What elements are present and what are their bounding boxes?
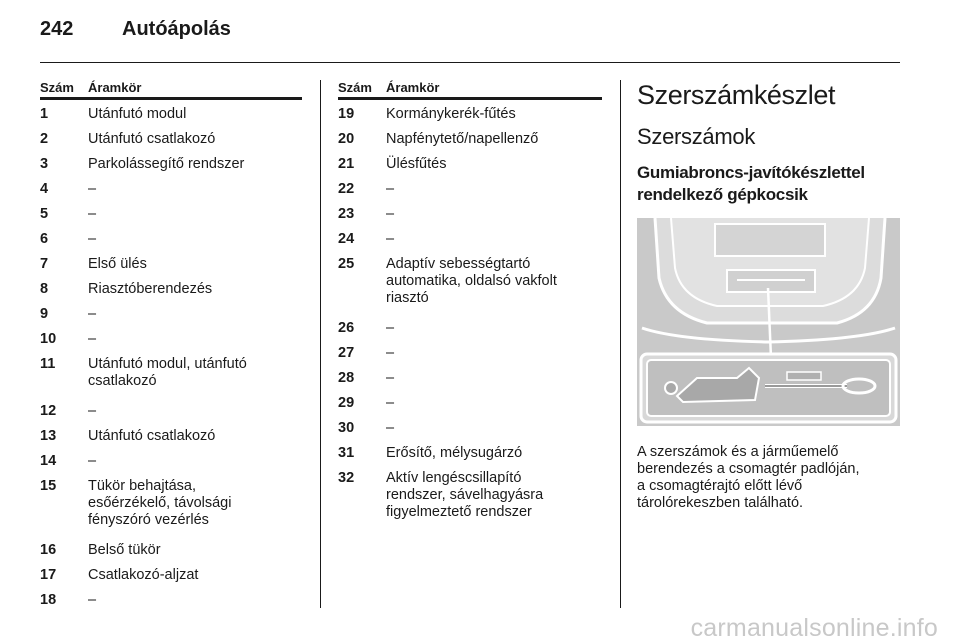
tool-kit-section <box>637 80 900 512</box>
row-number: 24 <box>338 231 355 247</box>
table-row <box>338 414 602 439</box>
row-circuit: Adaptív sebességtartó automatika, oldalsó vakfolt riasztó <box>386 256 557 306</box>
table-row <box>338 339 602 364</box>
table-row <box>338 175 602 200</box>
row-number: 15 <box>40 478 57 494</box>
table-row <box>40 100 302 125</box>
table-row <box>40 175 302 200</box>
table-row <box>40 422 302 447</box>
row-circuit: Utánfutó modul <box>88 106 187 122</box>
col-header-circuit: Áramkör <box>386 80 440 95</box>
table-header <box>338 80 602 100</box>
row-circuit: Utánfutó csatlakozó <box>88 428 216 444</box>
table-row <box>338 464 602 528</box>
table-row <box>338 439 602 464</box>
row-circuit: Ülésfűtés <box>386 156 447 172</box>
row-number: 21 <box>338 156 355 172</box>
section-subsubtitle: Gumiabroncs-javítókészlettel rendelkező gépkocsik <box>637 163 865 204</box>
table-row <box>338 364 602 389</box>
row-circuit: Aktív lengéscsillapító rendszer, sávelhagyásra figyelmeztető rendszer <box>386 470 544 520</box>
table-row <box>40 325 302 350</box>
table-row <box>40 397 302 422</box>
row-circuit: – <box>88 592 97 608</box>
table-row <box>338 150 602 175</box>
col-header-number: Szám <box>40 80 74 95</box>
table-body <box>40 100 302 611</box>
row-circuit: Kormánykerék-fűtés <box>386 106 516 122</box>
table-row <box>338 250 602 314</box>
table-row <box>338 125 602 150</box>
table-row <box>40 225 302 250</box>
row-circuit: Napfénytető/napellenző <box>386 131 539 147</box>
column-divider <box>620 80 621 608</box>
row-number: 16 <box>40 542 57 558</box>
row-number: 14 <box>40 453 57 469</box>
row-circuit: Riasztóberendezés <box>88 281 213 297</box>
row-number: 6 <box>40 231 49 247</box>
row-number: 12 <box>40 403 57 419</box>
table-row <box>40 200 302 225</box>
table-row <box>40 250 302 275</box>
col-header-circuit: Áramkör <box>88 80 142 95</box>
row-circuit: Parkolássegítő rendszer <box>88 156 245 172</box>
fuse-table-middle <box>338 80 602 528</box>
row-circuit: Utánfutó csatlakozó <box>88 131 216 147</box>
table-row <box>338 200 602 225</box>
row-number: 19 <box>338 106 355 122</box>
row-number: 20 <box>338 131 355 147</box>
row-number: 1 <box>40 106 49 122</box>
row-number: 4 <box>40 181 49 197</box>
row-circuit: Belső tükör <box>88 542 161 558</box>
row-number: 3 <box>40 156 49 172</box>
row-circuit: – <box>386 320 395 336</box>
row-circuit: – <box>88 453 97 469</box>
table-row <box>40 586 302 611</box>
row-number: 29 <box>338 395 355 411</box>
table-row <box>40 472 302 536</box>
table-header <box>40 80 302 100</box>
row-number: 23 <box>338 206 355 222</box>
row-circuit: – <box>88 181 97 197</box>
row-number: 22 <box>338 181 355 197</box>
row-number: 31 <box>338 445 355 461</box>
row-circuit: – <box>386 231 395 247</box>
row-number: 25 <box>338 256 355 272</box>
row-number: 2 <box>40 131 49 147</box>
row-number: 10 <box>40 331 57 347</box>
page-title: Autóápolás <box>122 18 231 40</box>
row-number: 9 <box>40 306 49 322</box>
row-number: 11 <box>40 356 56 372</box>
table-row <box>40 150 302 175</box>
row-circuit: – <box>386 345 395 361</box>
page-header <box>40 18 900 48</box>
table-row <box>40 561 302 586</box>
row-circuit: – <box>386 370 395 386</box>
column-divider <box>320 80 321 608</box>
row-number: 7 <box>40 256 49 272</box>
row-number: 26 <box>338 320 355 336</box>
row-number: 30 <box>338 420 355 436</box>
table-row <box>338 225 602 250</box>
table-row <box>338 314 602 339</box>
row-circuit: – <box>88 306 97 322</box>
table-row <box>338 100 602 125</box>
row-circuit: Csatlakozó-aljzat <box>88 567 199 583</box>
row-circuit: Tükör behajtása, esőérzékelő, távolsági fényszóró vezérlés <box>88 478 232 528</box>
row-circuit: Első ülés <box>88 256 147 272</box>
table-row <box>40 350 302 397</box>
section-subtitle: Szerszámok <box>637 124 756 149</box>
row-circuit: – <box>88 331 97 347</box>
row-number: 32 <box>338 470 355 486</box>
fuse-table-left <box>40 80 302 611</box>
header-rule <box>40 62 900 63</box>
page-number: 242 <box>40 18 74 40</box>
row-number: 27 <box>338 345 355 361</box>
table-row <box>40 536 302 561</box>
row-circuit: – <box>386 395 395 411</box>
row-circuit: Utánfutó modul, utánfutó csatlakozó <box>88 356 247 389</box>
table-row <box>338 389 602 414</box>
row-circuit: Erősítő, mélysugárzó <box>386 445 523 461</box>
row-number: 17 <box>40 567 57 583</box>
row-circuit: – <box>88 206 97 222</box>
trunk-tool-kit-illustration <box>637 218 900 426</box>
row-circuit: – <box>386 181 395 197</box>
col-header-number: Szám <box>338 80 372 95</box>
illustration-svg <box>637 218 900 426</box>
row-circuit: – <box>386 420 395 436</box>
table-row <box>40 447 302 472</box>
row-circuit: – <box>386 206 395 222</box>
row-number: 5 <box>40 206 49 222</box>
table-body <box>338 100 602 528</box>
row-circuit: – <box>88 231 97 247</box>
row-number: 18 <box>40 592 57 608</box>
table-row <box>40 300 302 325</box>
row-circuit: – <box>88 403 97 419</box>
row-number: 8 <box>40 281 49 297</box>
row-number: 28 <box>338 370 355 386</box>
row-number: 13 <box>40 428 57 444</box>
section-body-text: A szerszámok és a járműemelő berendezés a csomagtér padlóján, a csomagtérajtó előtt lévő tárolórekeszben található. <box>637 444 860 511</box>
watermark: carmanualsonline.info <box>690 614 938 642</box>
table-row <box>40 275 302 300</box>
table-row <box>40 125 302 150</box>
section-title: Szerszámkészlet <box>637 80 836 110</box>
